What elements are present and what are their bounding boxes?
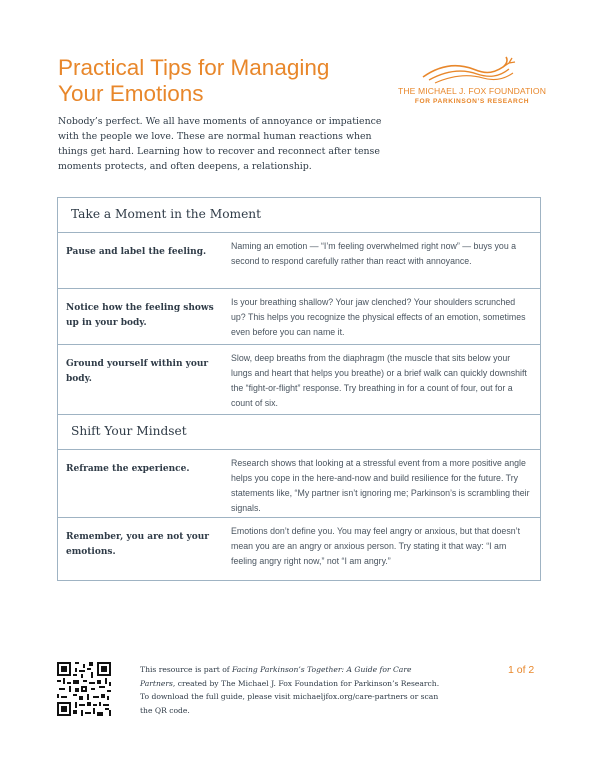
tip-row (58, 233, 540, 289)
footer-note (140, 663, 440, 717)
tip-label: Notice how the feeling shows up in your body. (66, 303, 214, 328)
page-title (58, 55, 378, 107)
tip-label: Pause and label the feeling. (66, 247, 207, 257)
tip-description: Slow, deep breaths from the diaphragm (the muscle that sits below your lungs and heart that helps you breathe) or a brief walk can quickly downshift the “fight-or-flight” response. Try breathing in for a count of four, out for a count of six. (231, 353, 527, 408)
tip-row (58, 345, 540, 415)
tip-description: Is your breathing shallow? Your jaw clenched? Your shoulders scrunched up? This helps you recognize the physical effects of an emotion, sometimes even before you can name it. (231, 297, 526, 337)
title-line-1: Practical Tips for Managing (58, 55, 330, 80)
tips-table (57, 197, 541, 581)
section-header-take-a-moment (58, 198, 540, 233)
tip-description: Emotions don’t define you. You may feel angry or anxious, but that doesn’t mean you are an angry or anxious person. Try stating it that way: “I am feeling angry right now,” not “I am angry.” (231, 526, 521, 566)
logo-text-primary: THE MICHAEL J. FOX FOUNDATION (397, 86, 547, 96)
guide-title: Facing Parkinson’s Together: A Guide for Care Partners (140, 665, 412, 688)
tip-label: Remember, you are not your emotions. (66, 532, 210, 557)
page-indicator: 1 of 2 (508, 664, 535, 676)
section-header-shift-mindset (58, 415, 540, 450)
tip-description: Naming an emotion — “I’m feeling overwhelmed right now” — buys you a second to respond carefully rather than react with annoyance. (231, 241, 517, 266)
intro-paragraph: Nobody’s perfect. We all have moments of annoyance or impatience with the people we love. These are normal human reactions when things get hard. Learning how to recover and reconnect after tense moments protects, and often deepens, a relationship. (58, 116, 382, 172)
running-fox-icon (395, 55, 545, 87)
section-title: Take a Moment in the Moment (71, 207, 262, 221)
qr-code-icon[interactable] (57, 662, 111, 716)
tip-row (58, 518, 540, 580)
logo-text-secondary: FOR PARKINSON’S RESEARCH (414, 98, 530, 105)
tip-label: Ground yourself within your body. (66, 359, 209, 384)
tip-row (58, 289, 540, 345)
tip-label: Reframe the experience. (66, 464, 190, 474)
section-title: Shift Your Mindset (71, 424, 187, 438)
title-line-2: Your Emotions (58, 81, 204, 106)
footer-note-prefix: This resource is part of (140, 665, 232, 674)
foundation-logo (395, 55, 545, 115)
tip-description: Research shows that looking at a stressful event from a more positive angle helps you cope in the here-and-now and build resilience for the future. Try statements like, “My partner isn’t ignoring me; Parkinson’s is scrambling their signals. (231, 458, 530, 513)
footer-note-suffix: , created by The Michael J. Fox Foundation for Parkinson’s Research. To download the full guide, please visit michaeljfox.org/care-partners or scan the QR code. (140, 678, 440, 715)
tip-row (58, 450, 540, 518)
